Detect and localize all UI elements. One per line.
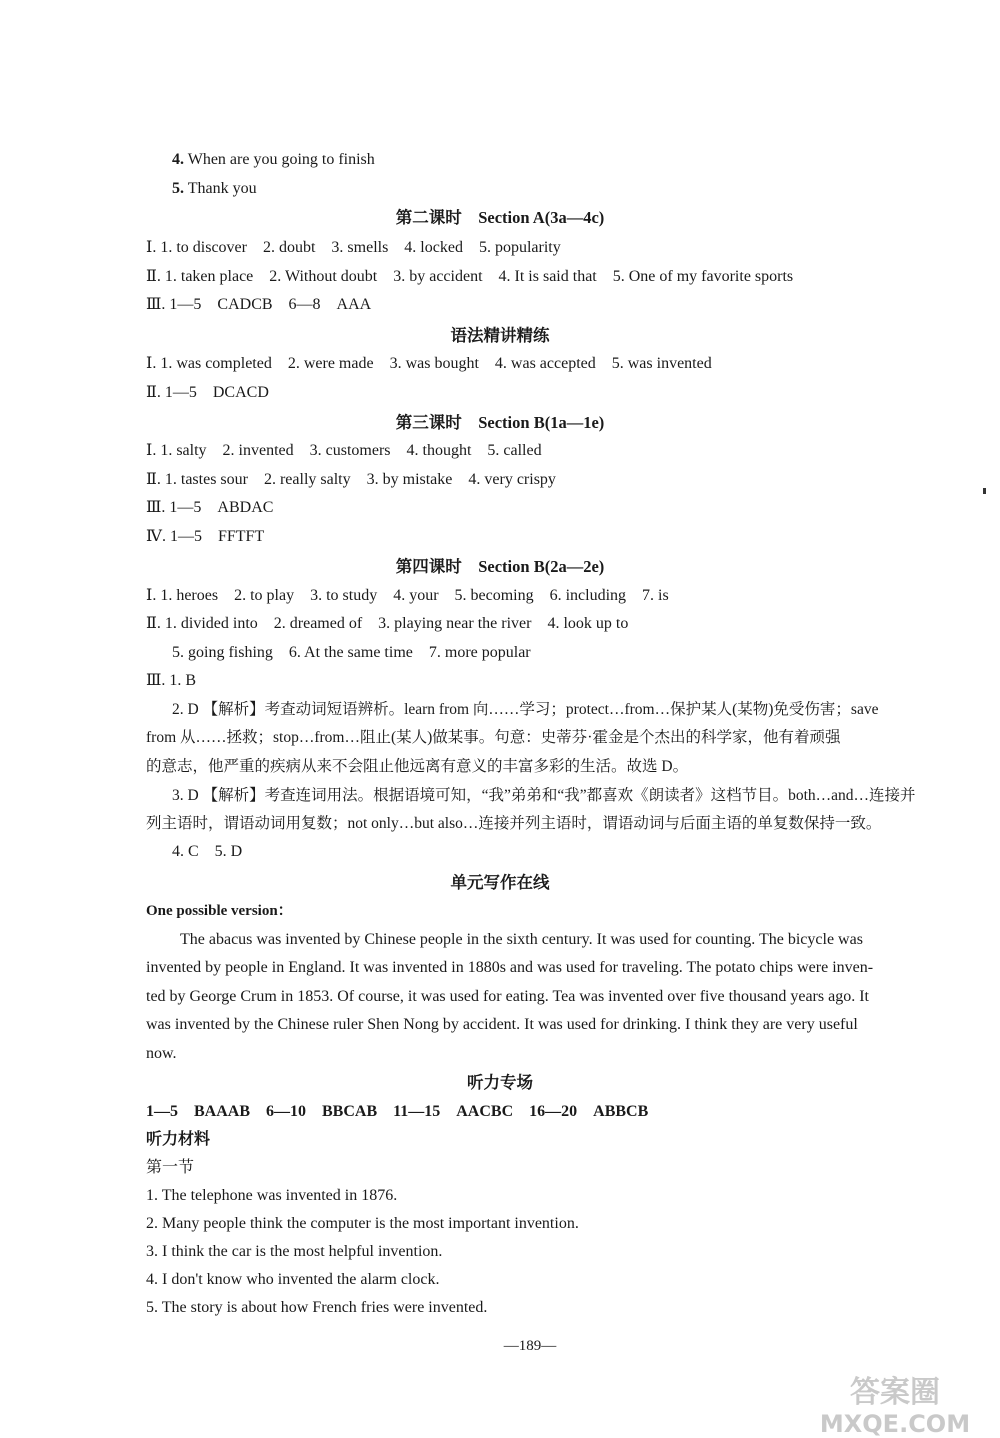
answer-line: 5. Thank you [172,180,257,197]
section-heading: 第二课时 Section A(3a—4c) [395,208,605,227]
script-line: 5. The story is about how French fries were invented. [146,1299,488,1316]
script-line: 3. I think the car is the most helpful invention. [146,1243,443,1260]
answer-line: Ⅰ. 1. was completed 2. were made 3. was bought 4. was accepted 5. was invented [146,355,712,372]
section-heading: 第四课时 Section B(2a—2e) [395,557,605,576]
answer-line: Ⅲ. 1. B [146,672,197,689]
explanation-line: 列主语时，谓语动词用复数；not only…but also…连接并列主语时，谓语动词与后面主语的单复数保持一致。 [146,815,882,832]
answer-line: 1—5 BAAAB 6—10 BBCAB 11—15 AACBC 16—20 ABBCB [146,1103,649,1120]
answer-line: 5. going fishing 6. At the same time 7. more popular [172,644,531,661]
explanation-line: 2. D 【解析】考查动词短语辨析。learn from 向……学习；protect…from…保护某人(某物)免受伤害；save [172,701,879,718]
answer-line: Ⅰ. 1. to discover 2. doubt 3. smells 4. locked 5. popularity [146,239,561,256]
subheading: One possible version： [146,903,293,919]
watermark-logo [795,1372,995,1436]
essay-line: was invented by the Chinese ruler Shen Nong by accident. It was used for drinking. I think they are very useful [146,1016,858,1033]
answer-line: Ⅱ. 1. tastes sour 2. really salty 3. by mistake 4. very crispy [146,471,556,488]
explanation-line: 的意志，他严重的疾病从来不会阻止他远离有意义的丰富多彩的生活。故选 D。 [146,758,689,775]
essay-line: invented by people in England. It was invented in 1880s and was used for traveling. The potato chips were inven- [146,959,874,976]
essay-line: now. [146,1045,177,1062]
answer-line: Ⅲ. 1—5 ABDAC [146,499,274,516]
answer-line: Ⅳ. 1—5 FFTFT [146,528,265,545]
script-line: 4. I don't know who invented the alarm clock. [146,1271,440,1288]
page-number: —189— [503,1338,557,1354]
script-line: 1. The telephone was invented in 1876. [146,1187,398,1204]
watermark-top: 答案圈 [850,1375,940,1410]
explanation-line: 3. D 【解析】考查连词用法。根据语境可知，“我”弟弟和“我”都喜欢《朗读者》这档节目。both…and…连接并 [172,787,916,804]
section-heading: 听力专场 [467,1073,533,1092]
section-heading: 语法精讲精练 [450,326,550,345]
subheading: 第一节 [146,1159,195,1176]
essay-line: The abacus was invented by Chinese people in the sixth century. It was used for counting. The bicycle was [180,931,863,948]
answer-line: Ⅱ. 1. divided into 2. dreamed of 3. playing near the river 4. look up to [146,615,629,632]
answer-line: Ⅲ. 1—5 CADCB 6—8 AAA [146,296,372,313]
subheading: 听力材料 [146,1131,211,1148]
script-line: 2. Many people think the computer is the most important invention. [146,1215,579,1232]
answer-line: 4. C 5. D [172,843,243,860]
answer-line: Ⅱ. 1—5 DCACD [146,384,269,401]
watermark-bottom: MXQE.COM [819,1410,971,1436]
answer-line: 4. When are you going to finish [172,151,375,168]
margin-mark [983,488,986,494]
section-heading: 单元写作在线 [450,873,550,892]
answer-line: Ⅰ. 1. salty 2. invented 3. customers 4. thought 5. called [146,442,542,459]
explanation-line: from 从……拯救；stop…from…阻止(某人)做某事。句意：史蒂芬·霍金是个杰出的科学家，他有着顽强 [146,729,841,746]
essay-line: ted by George Crum in 1853. Of course, it was used for eating. Tea was invented over five thousand years ago. It [146,988,869,1005]
answer-line: Ⅰ. 1. heroes 2. to play 3. to study 4. your 5. becoming 6. including 7. is [146,587,669,604]
section-heading: 第三课时 Section B(1a—1e) [395,413,605,432]
answer-line: Ⅱ. 1. taken place 2. Without doubt 3. by accident 4. It is said that 5. One of my favorite sports [146,268,794,285]
